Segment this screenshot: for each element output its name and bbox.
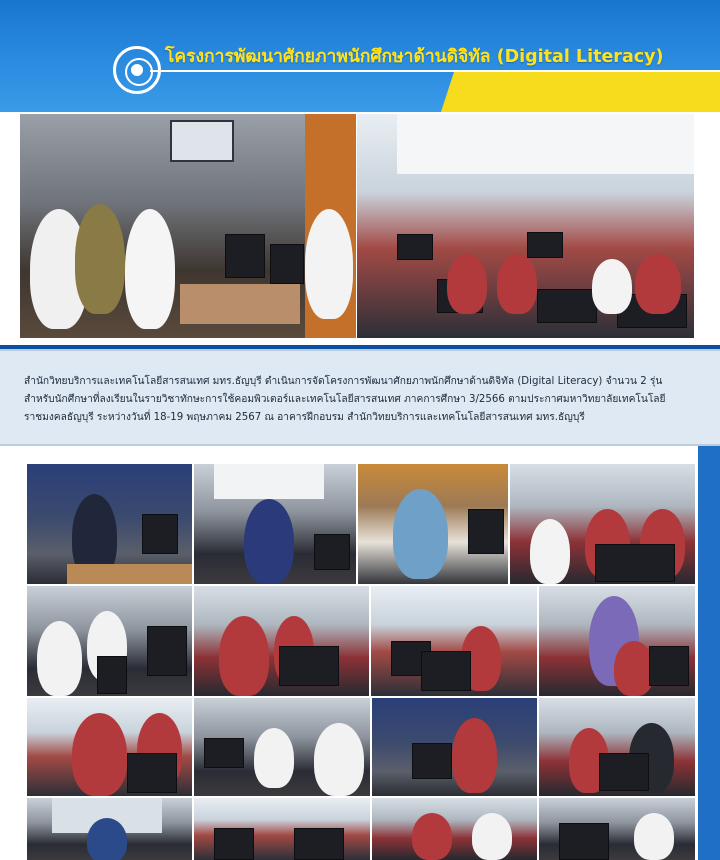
gallery-photo (194, 464, 356, 584)
description-line-3: ราชมงคลธัญบุรี ระหว่างวันที่ 18-19 พฤษภาคม 2567 ณ อาคารฝึกอบรม สำนักวิทยบริการและเทคโนโลยีสารสนเทศ มทร.ธัญบุรี (24, 412, 585, 423)
classroom-photo-2 (357, 114, 694, 338)
description-line-2: สำหรับนักศึกษาที่ลงเรียนในรายวิชาทักษะการใช้คอมพิวเตอร์และเทคโนโลยีสารสนเทศ ภาคการศึกษา 3/2566 ตามประกาศมหาวิทยาลัยเทคโนโลยี (24, 394, 666, 405)
gallery-photo (539, 586, 695, 696)
gallery-photo (27, 798, 192, 860)
circle-logo-dot (131, 64, 143, 76)
header-yellow-stripe (425, 70, 720, 112)
gallery-photo (539, 698, 695, 796)
photo-gallery (0, 446, 720, 860)
gallery-photo (371, 586, 537, 696)
top-photo-panel (0, 112, 720, 345)
header-banner (0, 0, 720, 112)
description-box (0, 349, 720, 446)
classroom-photo-1 (20, 114, 356, 338)
description-text (24, 373, 704, 427)
gallery-photo (27, 586, 192, 696)
gallery-photo (358, 464, 508, 584)
gallery-photo (27, 698, 192, 796)
gallery-photo (194, 586, 369, 696)
gallery-photo (510, 464, 695, 584)
page-title: โครงการพัฒนาศักยภาพนักศึกษาด้านดิจิทัล (Digital Literacy) (165, 47, 664, 67)
gallery-photo (194, 698, 370, 796)
gallery-photo (27, 464, 192, 584)
gallery-photo (372, 698, 537, 796)
gallery-photo (539, 798, 695, 860)
gallery-photo (194, 798, 370, 860)
right-blue-edge (698, 446, 720, 860)
gallery-photo (372, 798, 537, 860)
header-divider-line (150, 70, 720, 72)
description-line-1: สำนักวิทยบริการและเทคโนโลยีสารสนเทศ มทร.ธัญบุรี ดำเนินการจัดโครงการพัฒนาศักยภาพนักศึกษาด้านดิจิทัล (Digital Literacy) จำนวน 2 รุ่น (24, 376, 663, 387)
